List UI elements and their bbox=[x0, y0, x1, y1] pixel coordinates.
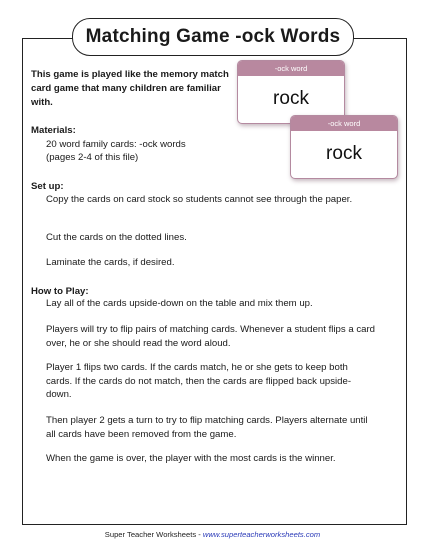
footer-link[interactable]: www.superteacherworksheets.com bbox=[202, 530, 321, 539]
intro-text: This game is played like the memory match card game that many children are familiar with. bbox=[31, 69, 229, 109]
howto-paragraph: Then player 2 gets a turn to try to flip matching cards. Players alternate until all cards have been removed from the game. bbox=[46, 415, 368, 440]
howto-heading: How to Play: bbox=[31, 286, 89, 297]
howto-paragraph: Player 1 flips two cards. If the cards match, he or she gets to keep both cards. If the cards do not match, then the cards are flipped back upside-down. bbox=[46, 362, 352, 401]
materials-line: 20 word family cards: -ock words bbox=[46, 139, 186, 150]
card-word: rock bbox=[326, 143, 362, 164]
setup-heading: Set up: bbox=[31, 181, 64, 192]
setup-paragraph: Cut the cards on the dotted lines. bbox=[46, 232, 187, 243]
materials-line: (pages 2-4 of this file) bbox=[46, 152, 139, 163]
card-header: -ock word bbox=[238, 61, 344, 76]
card-word: rock bbox=[273, 88, 309, 109]
howto-paragraph: When the game is over, the player with the most cards is the winner. bbox=[46, 453, 336, 464]
card-header: -ock word bbox=[291, 116, 397, 131]
howto-paragraph: Players will try to flip pairs of matching cards. Whenever a student flips a card over, he or she should read the word aloud. bbox=[46, 324, 375, 349]
howto-paragraph: Lay all of the cards upside-down on the table and mix them up. bbox=[46, 298, 313, 309]
materials-heading: Materials: bbox=[31, 125, 76, 136]
setup-paragraph: Laminate the cards, if desired. bbox=[46, 257, 175, 268]
page-title: Matching Game -ock Words bbox=[72, 18, 354, 56]
sample-card-2 bbox=[290, 115, 398, 179]
footer bbox=[0, 530, 425, 539]
footer-text: Super Teacher Worksheets - bbox=[104, 530, 203, 539]
setup-paragraph: Copy the cards on card stock so students cannot see through the paper. bbox=[46, 194, 353, 205]
